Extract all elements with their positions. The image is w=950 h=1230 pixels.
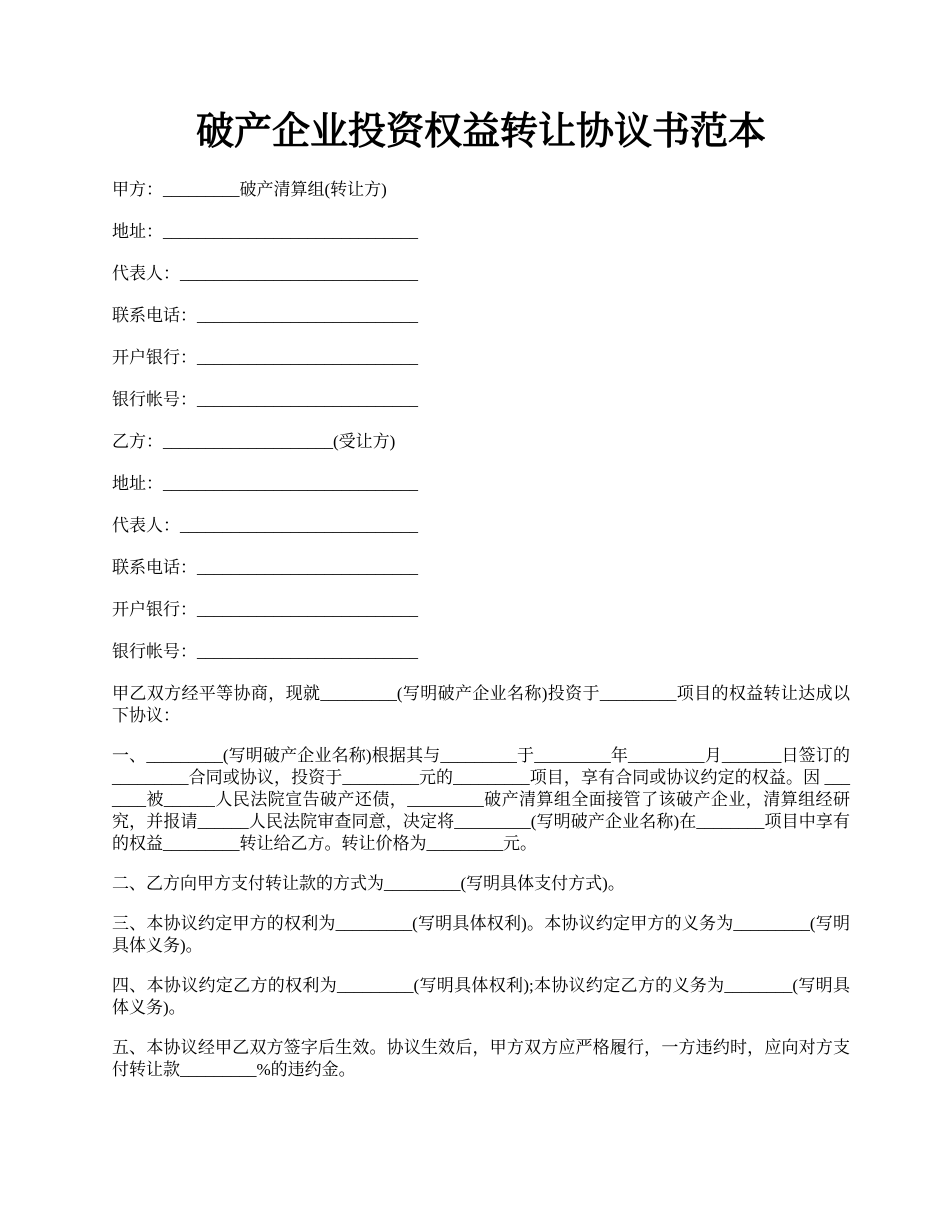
paragraph-clause-3: 三、本协议约定甲方的权利为_________(写明具体权利)。本协议约定甲方的义务为_________(写明具体义务)。 (112, 914, 850, 955)
party-a-phone-line: 联系电话：__________________________ (112, 306, 418, 325)
party-a-account-line: 银行帐号：__________________________ (112, 390, 418, 409)
party-a-representative-line: 代表人：____________________________ (112, 264, 418, 283)
paragraph-clause-4: 四、本协议约定乙方的权利为_________(写明具体权利);本协议约定乙方的义务为________(写明具体义务)。 (112, 976, 850, 1017)
paragraph-clause-2: 二、乙方向甲方支付转让款的方式为_________(写明具体支付方式)。 (112, 874, 625, 893)
party-b-name-line: 乙方：____________________(受让方) (112, 432, 396, 451)
party-a-bank-line: 开户银行：__________________________ (112, 348, 418, 367)
paragraph-preamble: 甲乙双方经平等协商，现就_________(写明破产企业名称)投资于_________项目的权益转让达成以下协议： (112, 684, 850, 725)
party-b-bank-line: 开户银行：__________________________ (112, 600, 418, 619)
party-b-phone-line: 联系电话：__________________________ (112, 558, 418, 577)
party-b-representative-line: 代表人：____________________________ (112, 516, 418, 535)
party-a-address-line: 地址：______________________________ (112, 222, 418, 241)
party-a-name-line: 甲方：_________破产清算组(转让方) (112, 180, 387, 199)
document-title: 破产企业投资权益转让协议书范本 (195, 111, 766, 153)
paragraph-clause-1: 一、_________(写明破产企业名称)根据其与_________于_________年_________月_______日签订的_________合同或协议，投资于_________元的_________项目，享有合同或协议约定的权益。因 _______被______人民法院宣告破产还债，_________破产清算组全面接管了该破产企业，清算组经研究，并报请______人民法院审查同意，决定将_________(写明破产企业名称)在________项目中享有的权益_________转让给乙方。转让价格为_________元。 (112, 746, 850, 853)
party-b-address-line: 地址：______________________________ (112, 474, 418, 493)
party-b-account-line: 银行帐号：__________________________ (112, 642, 418, 661)
paragraph-clause-5: 五、本协议经甲乙双方签字后生效。协议生效后，甲方双方应严格履行，一方违约时，应向对方支付转让款_________%的违约金。 (112, 1038, 850, 1079)
